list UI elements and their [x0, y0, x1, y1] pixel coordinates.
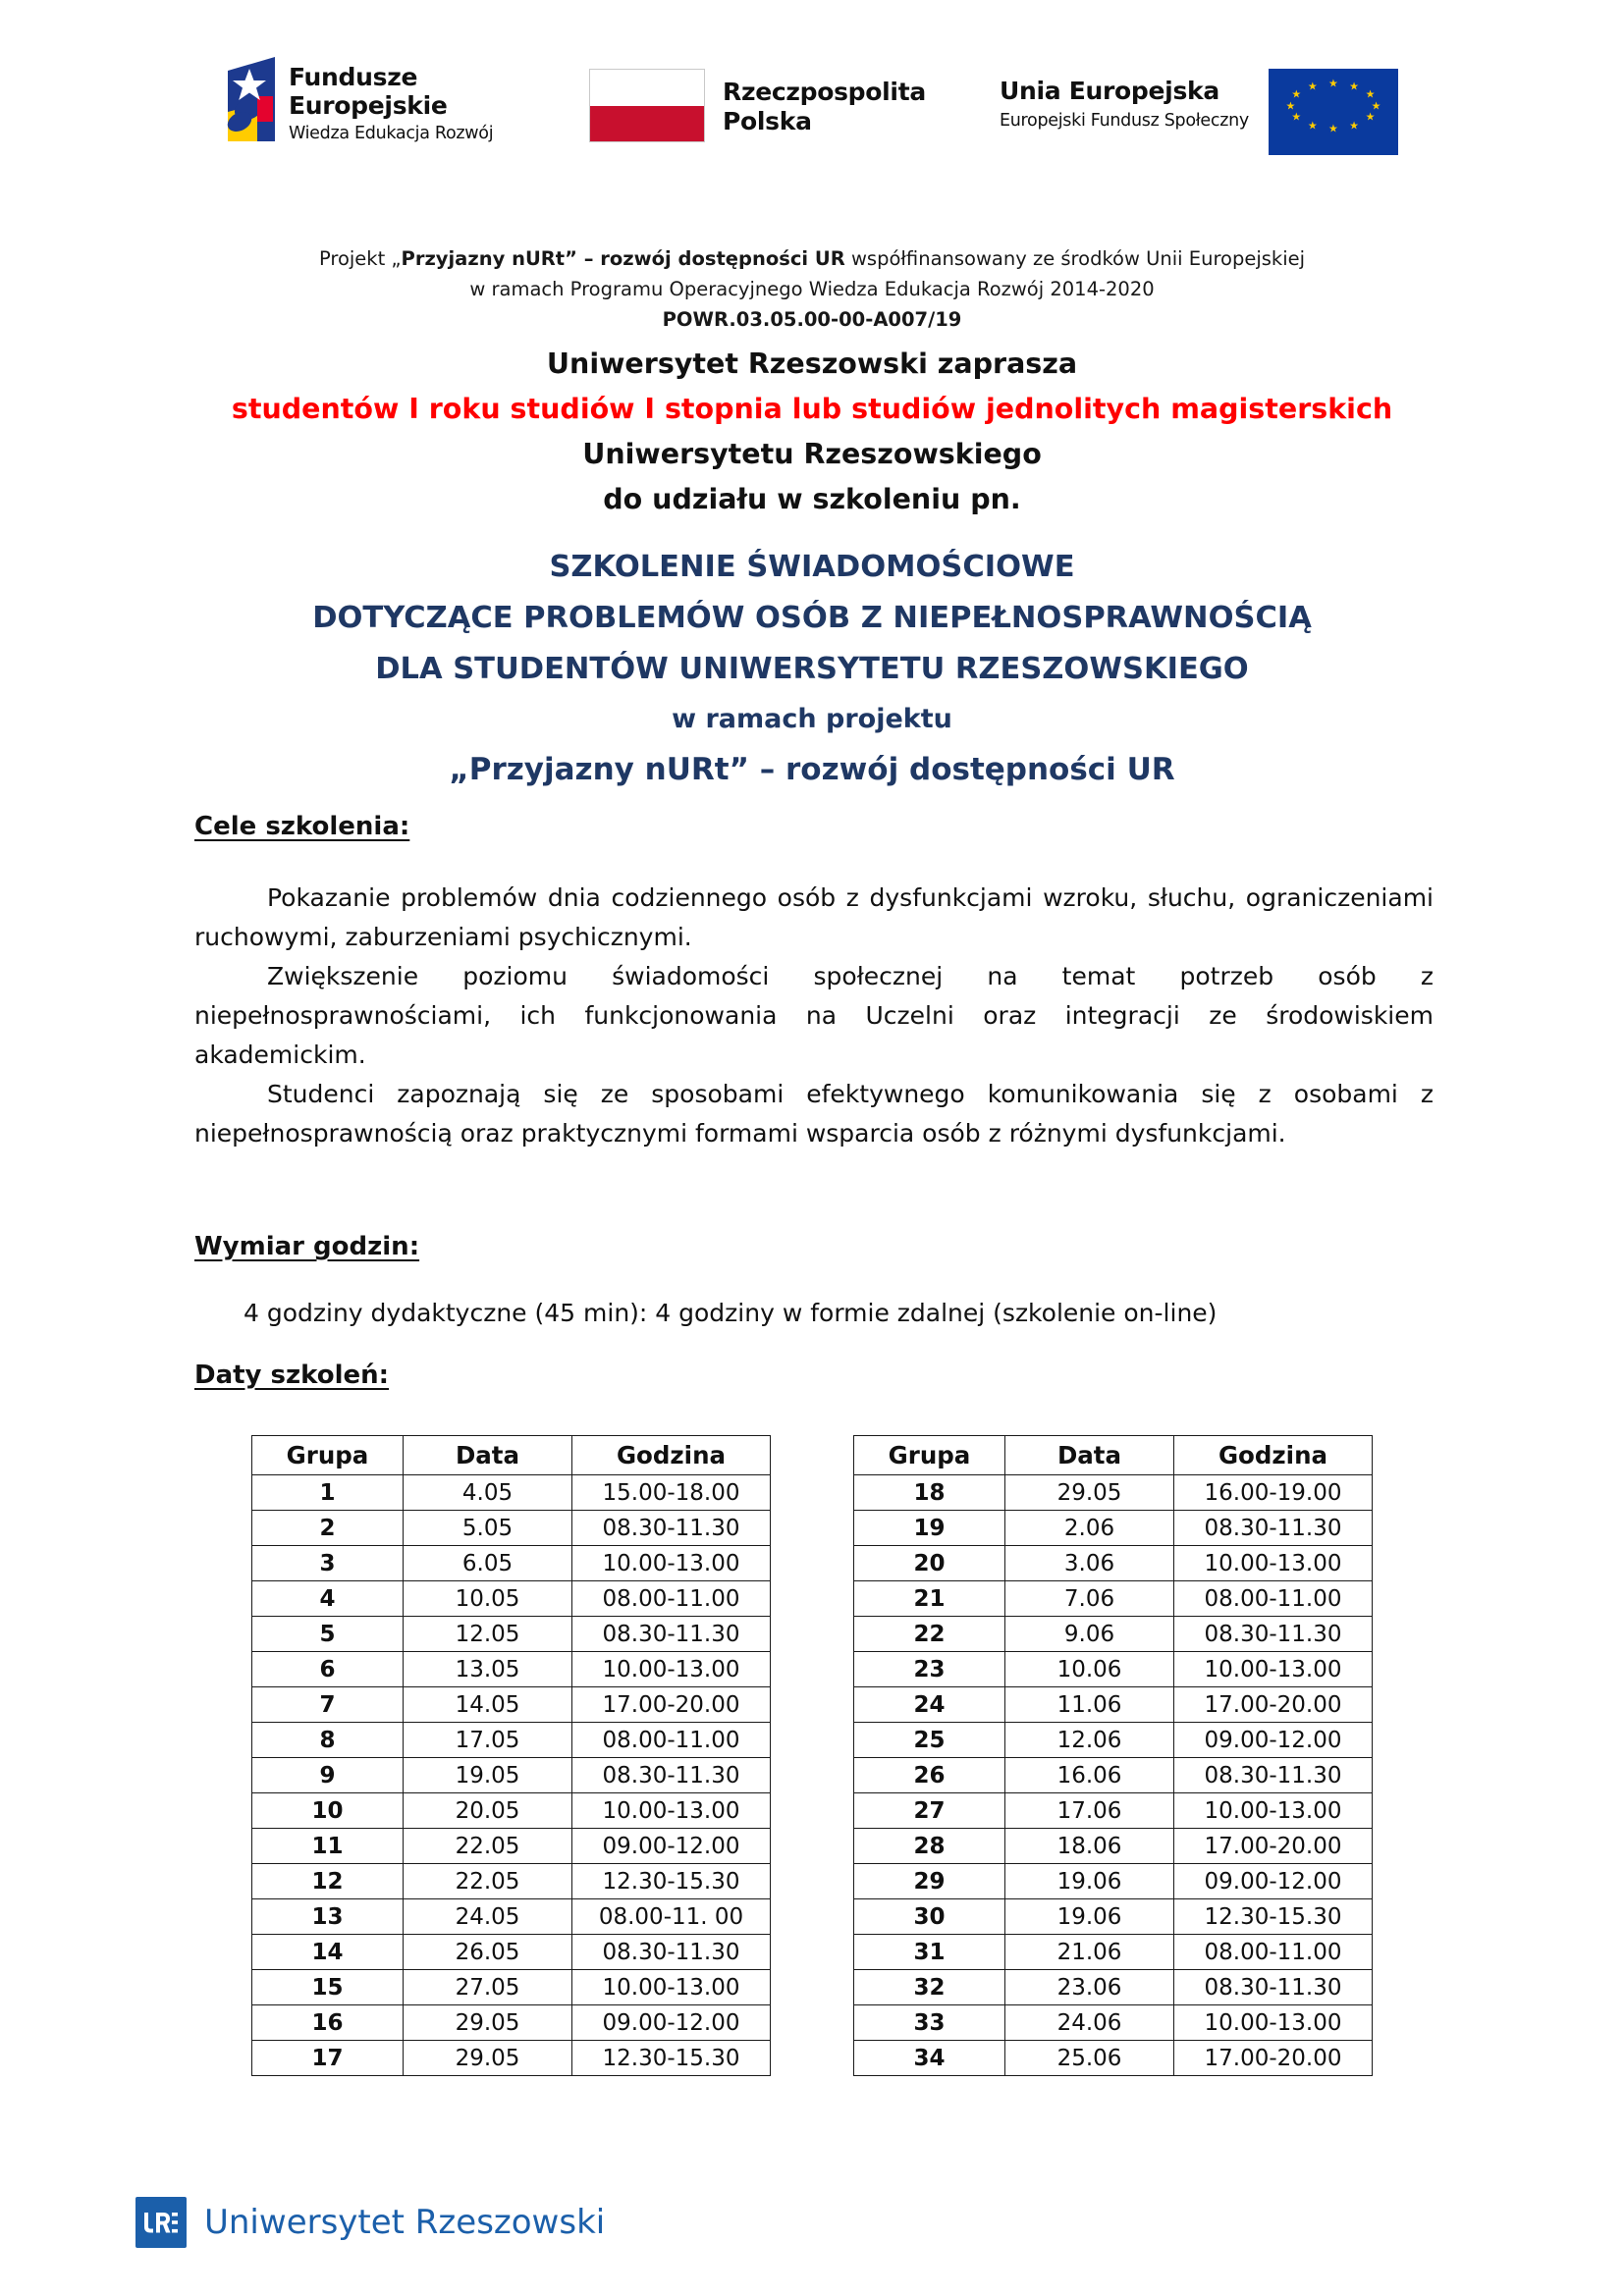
fundusze-europejskie-logo: [214, 57, 493, 144]
cell-grupa: 4: [252, 1581, 404, 1617]
cell-data: 3.06: [1005, 1546, 1174, 1581]
cell-data: 21.06: [1005, 1935, 1174, 1970]
cell-grupa: 11: [252, 1829, 404, 1864]
table-row: [854, 1617, 1373, 1652]
cell-data: 17.05: [404, 1723, 572, 1758]
cell-data: 11.06: [1005, 1687, 1174, 1723]
table-row: [854, 2005, 1373, 2041]
cell-grupa: 22: [854, 1617, 1005, 1652]
project-note-suffix: współfinansowany ze środków Unii Europejskiej: [844, 247, 1306, 270]
cell-godzina: 17.00-20.00: [1174, 2041, 1373, 2076]
cell-godzina: 08.30-11.30: [572, 1935, 771, 1970]
training-title-project-name: „Przyjazny nURt” – rozwój dostępności UR: [449, 752, 1175, 787]
cell-data: 24.06: [1005, 2005, 1174, 2041]
training-title-line4: w ramach projektu: [672, 704, 952, 734]
eu-funding-logo-strip: [0, 51, 1624, 164]
cell-godzina: 10.00-13.00: [1174, 1546, 1373, 1581]
table-row: [252, 1864, 771, 1899]
table-row: [252, 2005, 771, 2041]
cell-data: 13.05: [404, 1652, 572, 1687]
cell-godzina: 08.30-11.30: [1174, 1511, 1373, 1546]
goals-paragraphs: [194, 879, 1434, 1153]
table-row: [252, 1687, 771, 1723]
cell-grupa: 29: [854, 1864, 1005, 1899]
training-title-line3: DLA STUDENTÓW UNIWERSYTETU RZESZOWSKIEGO: [375, 652, 1249, 686]
cell-data: 18.06: [1005, 1829, 1174, 1864]
cell-data: 16.06: [1005, 1758, 1174, 1793]
table-row: [854, 1723, 1373, 1758]
training-title-block: [0, 542, 1624, 795]
cell-godzina: 17.00-20.00: [1174, 1829, 1373, 1864]
cell-godzina: 10.00-13.00: [572, 1793, 771, 1829]
cell-data: 14.05: [404, 1687, 572, 1723]
project-funding-line1: [0, 243, 1624, 274]
cell-godzina: 16.00-19.00: [1174, 1475, 1373, 1511]
cell-godzina: 09.00-12.00: [1174, 1723, 1373, 1758]
cell-grupa: 24: [854, 1687, 1005, 1723]
table-row: [252, 1793, 771, 1829]
cell-data: 17.06: [1005, 1793, 1174, 1829]
cell-godzina: 08.00-11.00: [572, 1581, 771, 1617]
table-header-row: [252, 1436, 771, 1475]
cell-data: 9.06: [1005, 1617, 1174, 1652]
schedule-tables: [0, 1435, 1624, 2076]
invitation-line4: do udziału w szkoleniu pn.: [603, 483, 1021, 515]
cell-data: 27.05: [404, 1970, 572, 2005]
table-row: [252, 1475, 771, 1511]
cell-grupa: 28: [854, 1829, 1005, 1864]
cell-grupa: 27: [854, 1793, 1005, 1829]
cell-grupa: 3: [252, 1546, 404, 1581]
cell-grupa: 10: [252, 1793, 404, 1829]
cell-grupa: 21: [854, 1581, 1005, 1617]
cell-godzina: 08.30-11.30: [1174, 1617, 1373, 1652]
table-row: [854, 1758, 1373, 1793]
column-header-godzina: Godzina: [1174, 1436, 1373, 1475]
cell-godzina: 17.00-20.00: [572, 1687, 771, 1723]
cell-data: 24.05: [404, 1899, 572, 1935]
cell-grupa: 25: [854, 1723, 1005, 1758]
table-row: [252, 2041, 771, 2076]
table-header-row: [854, 1436, 1373, 1475]
table-row: [252, 1723, 771, 1758]
table-row: [252, 1581, 771, 1617]
goals-paragraph-3: Studenci zapoznają się ze sposobami efektywnego komunikowania się z osobami z niepełnosprawnością oraz praktycznymi formami wsparcia osób z różnymi dysfunkcjami.: [194, 1080, 1434, 1148]
cell-godzina: 09.00-12.00: [572, 1829, 771, 1864]
cell-godzina: 10.00-13.00: [1174, 1793, 1373, 1829]
cell-godzina: 12.30-15.30: [1174, 1899, 1373, 1935]
schedule-table-left: [251, 1435, 771, 2076]
cell-grupa: 23: [854, 1652, 1005, 1687]
cell-godzina: 10.00-13.00: [1174, 1652, 1373, 1687]
cell-godzina: 08.30-11.30: [572, 1617, 771, 1652]
section-heading-hours: Wymiar godzin:: [194, 1232, 420, 1261]
ur-monogram-icon: [135, 2197, 187, 2248]
cell-grupa: 9: [252, 1758, 404, 1793]
table-row: [854, 1581, 1373, 1617]
table-row: [854, 1935, 1373, 1970]
cell-godzina: 15.00-18.00: [572, 1475, 771, 1511]
cell-grupa: 34: [854, 2041, 1005, 2076]
cell-grupa: 15: [252, 1970, 404, 2005]
hours-description: 4 godziny dydaktyczne (45 min): 4 godziny w formie zdalnej (szkolenie on-line): [244, 1299, 1218, 1327]
table-row: [854, 1899, 1373, 1935]
invitation-line2-highlight: studentów I roku studiów I stopnia lub studiów jednolitych magisterskich: [231, 393, 1393, 425]
rzeczpospolita-polska-logo: [589, 69, 926, 142]
project-funding-line2: w ramach Programu Operacyjnego Wiedza Edukacja Rozwój 2014-2020: [469, 278, 1155, 300]
fundusze-europejskie-line2: Europejskie: [289, 91, 448, 120]
table-row: [252, 1758, 771, 1793]
rzeczpospolita-line2: Polska: [723, 107, 812, 135]
rzeczpospolita-line1: Rzeczpospolita: [723, 78, 926, 106]
cell-data: 29.05: [404, 2041, 572, 2076]
cell-data: 5.05: [404, 1511, 572, 1546]
table-row: [252, 1899, 771, 1935]
university-rzeszow-logo: [135, 2197, 605, 2248]
cell-grupa: 13: [252, 1899, 404, 1935]
cell-grupa: 19: [854, 1511, 1005, 1546]
cell-data: 20.05: [404, 1793, 572, 1829]
fundusze-europejskie-subtitle: Wiedza Edukacja Rozwój: [289, 124, 494, 143]
table-row: [854, 2041, 1373, 2076]
section-heading-dates: Daty szkoleń:: [194, 1361, 390, 1390]
cell-godzina: 08.30-11.30: [572, 1511, 771, 1546]
table-row: [252, 1546, 771, 1581]
cell-grupa: 5: [252, 1617, 404, 1652]
schedule-table-right: [853, 1435, 1373, 2076]
cell-grupa: 20: [854, 1546, 1005, 1581]
cell-godzina: 10.00-13.00: [572, 1546, 771, 1581]
cell-godzina: 08.00-11.00: [1174, 1935, 1373, 1970]
training-title-line1: SZKOLENIE ŚWIADOMOŚCIOWE: [549, 550, 1075, 584]
goals-paragraph-2: Zwiększenie poziomu świadomości społecznej na temat potrzeb osób z niepełnosprawnościami, ich funkcjonowania na Uczelni oraz integracji ze środowiskiem akademickim.: [194, 962, 1434, 1069]
table-row: [252, 1970, 771, 2005]
cell-data: 19.05: [404, 1758, 572, 1793]
cell-grupa: 16: [252, 2005, 404, 2041]
fundusze-europejskie-line1: Fundusze: [289, 63, 418, 91]
cell-data: 10.06: [1005, 1652, 1174, 1687]
cell-data: 19.06: [1005, 1899, 1174, 1935]
cell-grupa: 33: [854, 2005, 1005, 2041]
project-funding-number: POWR.03.05.00-00-A007/19: [662, 308, 962, 331]
cell-data: 6.05: [404, 1546, 572, 1581]
cell-data: 19.06: [1005, 1864, 1174, 1899]
cell-godzina: 09.00-12.00: [572, 2005, 771, 2041]
table-row: [252, 1617, 771, 1652]
cell-grupa: 17: [252, 2041, 404, 2076]
cell-grupa: 1: [252, 1475, 404, 1511]
column-header-grupa: Grupa: [252, 1436, 404, 1475]
cell-grupa: 31: [854, 1935, 1005, 1970]
cell-godzina: 10.00-13.00: [572, 1652, 771, 1687]
cell-godzina: 08.30-11.30: [1174, 1758, 1373, 1793]
cell-data: 12.05: [404, 1617, 572, 1652]
polish-flag-icon: [589, 69, 705, 142]
cell-grupa: 32: [854, 1970, 1005, 2005]
cell-grupa: 12: [252, 1864, 404, 1899]
unia-europejska-logo: [1000, 69, 1398, 155]
cell-grupa: 14: [252, 1935, 404, 1970]
cell-data: 2.06: [1005, 1511, 1174, 1546]
cell-data: 26.05: [404, 1935, 572, 1970]
column-header-data: Data: [1005, 1436, 1174, 1475]
cell-godzina: 17.00-20.00: [1174, 1687, 1373, 1723]
cell-godzina: 08.00-11.00: [1174, 1581, 1373, 1617]
table-row: [252, 1829, 771, 1864]
table-row: [854, 1829, 1373, 1864]
cell-grupa: 8: [252, 1723, 404, 1758]
section-heading-goals: Cele szkolenia:: [194, 812, 410, 841]
university-name: Uniwersytet Rzeszowski: [204, 2203, 606, 2242]
table-row: [252, 1652, 771, 1687]
cell-data: 23.06: [1005, 1970, 1174, 2005]
cell-grupa: 26: [854, 1758, 1005, 1793]
project-funding-note: [0, 243, 1624, 335]
unia-europejska-subtitle: Europejski Fundusz Społeczny: [1000, 111, 1249, 131]
cell-godzina: 09.00-12.00: [1174, 1864, 1373, 1899]
cell-data: 22.05: [404, 1829, 572, 1864]
cell-grupa: 30: [854, 1899, 1005, 1935]
cell-data: 12.06: [1005, 1723, 1174, 1758]
cell-data: 25.06: [1005, 2041, 1174, 2076]
table-row: [854, 1475, 1373, 1511]
column-header-grupa: Grupa: [854, 1436, 1005, 1475]
table-row: [252, 1511, 771, 1546]
cell-data: 7.06: [1005, 1581, 1174, 1617]
cell-godzina: 08.30-11.30: [572, 1758, 771, 1793]
cell-data: 4.05: [404, 1475, 572, 1511]
cell-grupa: 6: [252, 1652, 404, 1687]
table-row: [854, 1687, 1373, 1723]
cell-godzina: 10.00-13.00: [572, 1970, 771, 2005]
invitation-line1: Uniwersytet Rzeszowski zaprasza: [546, 347, 1078, 380]
cell-godzina: 08.30-11.30: [1174, 1970, 1373, 2005]
fundusze-europejskie-mark-icon: [214, 57, 275, 141]
training-title-line2: DOTYCZĄCE PROBLEMÓW OSÓB Z NIEPEŁNOSPRAWNOŚCIĄ: [312, 601, 1312, 635]
invitation-block: [0, 342, 1624, 522]
column-header-godzina: Godzina: [572, 1436, 771, 1475]
cell-grupa: 18: [854, 1475, 1005, 1511]
cell-godzina: 08.00-11. 00: [572, 1899, 771, 1935]
table-row: [252, 1935, 771, 1970]
cell-grupa: 2: [252, 1511, 404, 1546]
goals-paragraph-1: Pokazanie problemów dnia codziennego osób z dysfunkcjami wzroku, słuchu, ograniczeniami ruchowymi, zaburzeniami psychicznymi.: [194, 883, 1434, 951]
cell-godzina: 12.30-15.30: [572, 1864, 771, 1899]
project-note-prefix: Projekt „: [318, 247, 402, 270]
cell-grupa: 7: [252, 1687, 404, 1723]
unia-europejska-line1: Unia Europejska: [1000, 77, 1219, 105]
project-note-bold: Przyjazny nURt” – rozwój dostępności UR: [401, 247, 845, 270]
table-row: [854, 1864, 1373, 1899]
table-row: [854, 1793, 1373, 1829]
table-row: [854, 1546, 1373, 1581]
cell-data: 10.05: [404, 1581, 572, 1617]
table-row: [854, 1970, 1373, 2005]
column-header-data: Data: [404, 1436, 572, 1475]
eu-flag-icon: ★ ★ ★ ★ ★ ★ ★ ★ ★ ★ ★ ★: [1269, 69, 1398, 155]
cell-godzina: 12.30-15.30: [572, 2041, 771, 2076]
cell-data: 29.05: [404, 2005, 572, 2041]
table-row: [854, 1511, 1373, 1546]
table-row: [854, 1652, 1373, 1687]
cell-data: 29.05: [1005, 1475, 1174, 1511]
invitation-line3: Uniwersytetu Rzeszowskiego: [582, 438, 1042, 470]
cell-godzina: 10.00-13.00: [1174, 2005, 1373, 2041]
cell-godzina: 08.00-11.00: [572, 1723, 771, 1758]
cell-data: 22.05: [404, 1864, 572, 1899]
